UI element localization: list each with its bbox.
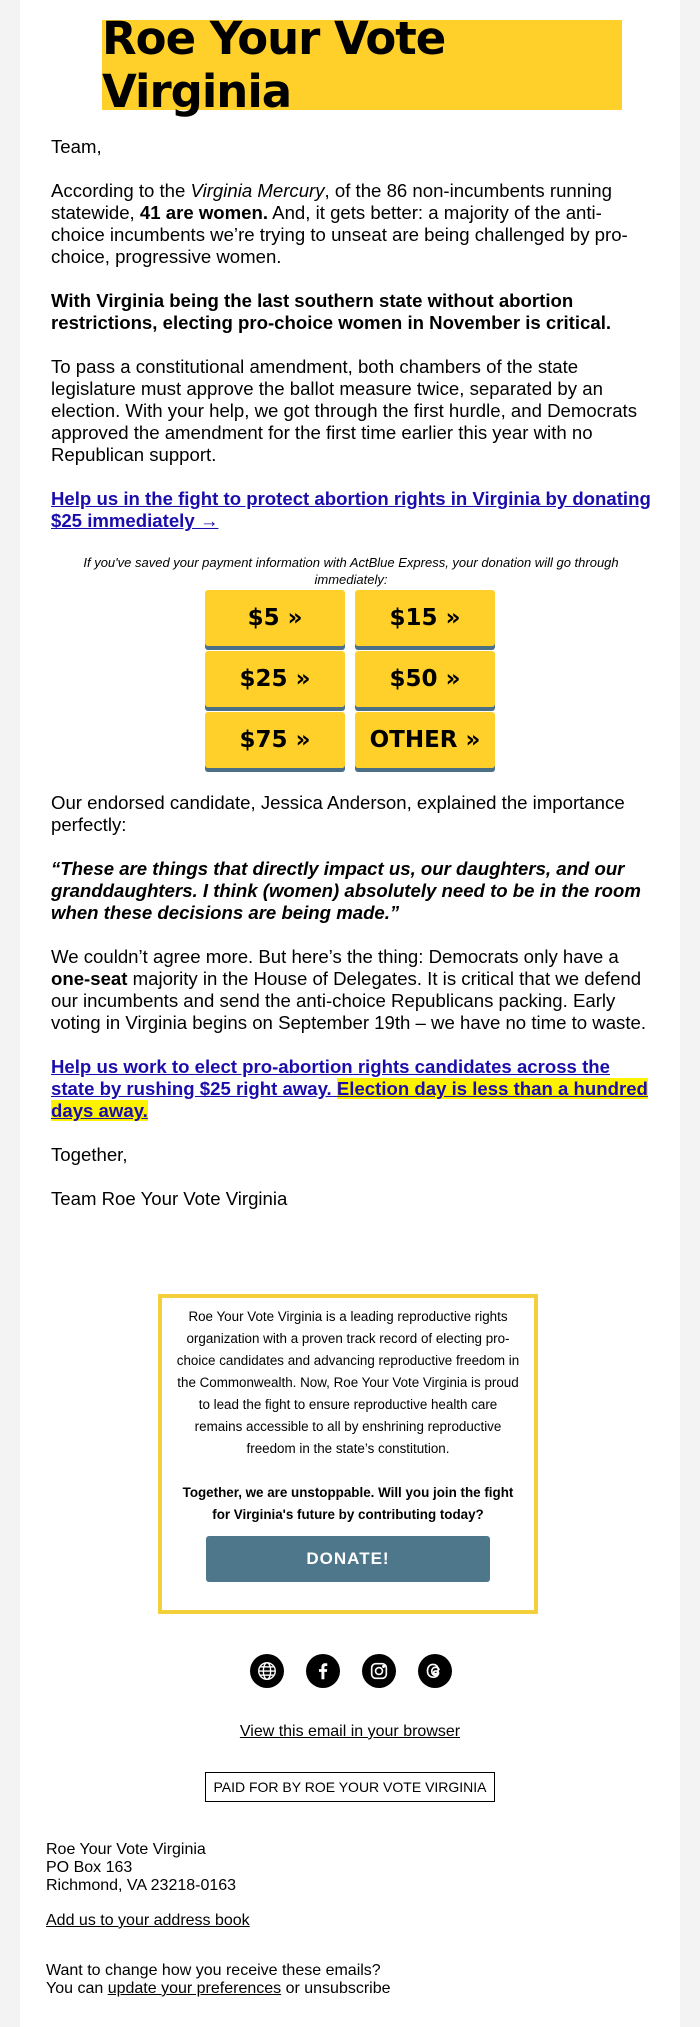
highlight-text: Election day is less than a hundred days away. xyxy=(51,1078,648,1121)
donate-link-1-wrapper xyxy=(51,488,651,532)
paragraph-3: To pass a constitutional amendment, both chambers of the state legislature must approve the ballot measure twice, separated by an election. With your help, we got through the first hurdle, and Democrats approved the amendment for the first time earlier this year with no Republican support. xyxy=(51,356,638,465)
donate-25-button[interactable]: $25 » xyxy=(205,651,345,707)
donate-other-button[interactable]: OTHER » xyxy=(355,712,495,768)
email-body xyxy=(51,136,651,610)
paragraph-2: With Virginia being the last southern state without abortion restrictions, electing pro-choice women in November is critical. xyxy=(51,290,612,333)
mailing-address xyxy=(46,1841,391,1998)
donate-50-button[interactable]: $50 » xyxy=(355,651,495,707)
change-question: Want to change how you receive these emails? xyxy=(46,1962,381,1979)
donate-button[interactable]: DONATE! xyxy=(206,1536,490,1582)
donate-link-2-wrapper xyxy=(51,1056,651,1122)
donate-link-2[interactable]: Help us work to elect pro-abortion rights candidates across the state by rushing $25 right away. Election day is less than a hundred days away. xyxy=(51,1056,648,1121)
paid-for-disclaimer: PAID FOR BY ROE YOUR VOTE VIRGINIA xyxy=(205,1772,495,1802)
header-banner xyxy=(102,12,622,118)
paragraph-4: Our endorsed candidate, Jessica Anderson, explained the importance perfectly: xyxy=(51,792,625,835)
paragraph-5: We couldn’t agree more. But here’s the thing: Democrats only have a one-seat majority in the House of Delegates. It is critical that we defend our incumbents and send the anti-choice Republicans packing. Early voting in Virginia begins on September 19th – we have no time to waste. xyxy=(51,946,647,1033)
donate-75-button[interactable]: $75 » xyxy=(205,712,345,768)
facebook-icon[interactable] xyxy=(306,1654,340,1688)
greeting: Team, xyxy=(51,136,102,157)
threads-icon[interactable] xyxy=(418,1654,452,1688)
globe-icon[interactable] xyxy=(250,1654,284,1688)
instagram-icon[interactable] xyxy=(362,1654,396,1688)
signature: Team Roe Your Vote Virginia xyxy=(51,1188,288,1209)
preferences-line: You can update your preferences or unsubscribe xyxy=(46,1980,391,1997)
update-preferences-link[interactable]: update your preferences xyxy=(107,1980,282,1997)
about-text: Roe Your Vote Virginia is a leading reproductive rights organization with a proven track record of electing pro-choice candidates and advancing reproductive freedom in the Commonwealth. Now, Roe Your Vote Virginia is proud to lead the fight to ensure reproductive health care remains accessible to all by enshrining reproductive freedom in the state’s constitution. xyxy=(176,1309,520,1456)
paragraph-1: According to the Virginia Mercury, of the 86 non-incumbents running statewide, 41 are women. And, it gets better: a majority of the anti-choice incumbents we’re trying to unseat are being challenged by pro-choice, progressive women. xyxy=(51,180,628,267)
view-in-browser-link[interactable]: View this email in your browser xyxy=(239,1723,461,1740)
donate-5-button[interactable]: $5 » xyxy=(205,590,345,646)
ask-text: Together, we are unstoppable. Will you join the fight for Virginia's future by contributing today? xyxy=(182,1485,514,1522)
donate-link-1[interactable]: Help us in the fight to protect abortion rights in Virginia by donating $25 immediately → xyxy=(51,488,651,531)
signoff: Together, xyxy=(51,1144,128,1165)
address-book-link[interactable]: Add us to your address book xyxy=(46,1912,250,1929)
donate-15-button[interactable]: $15 » xyxy=(355,590,495,646)
footer-callout-box xyxy=(158,1294,538,1614)
city-line: Richmond, VA 23218-0163 xyxy=(46,1877,237,1894)
po-box: PO Box 163 xyxy=(46,1859,133,1876)
actblue-note: If you've saved your payment information with ActBlue Express, your donation will go through immediately: xyxy=(83,555,619,587)
email-body-lower xyxy=(51,792,651,1232)
email-card xyxy=(20,0,680,2027)
quote: “These are things that directly impact us, our daughters, and our granddaughters. I think (women) absolutely need to be in the room when these decisions are being made.” xyxy=(51,858,641,923)
org-name: Roe Your Vote Virginia xyxy=(46,1841,206,1858)
header-title: Roe Your Vote Virginia xyxy=(102,12,446,118)
